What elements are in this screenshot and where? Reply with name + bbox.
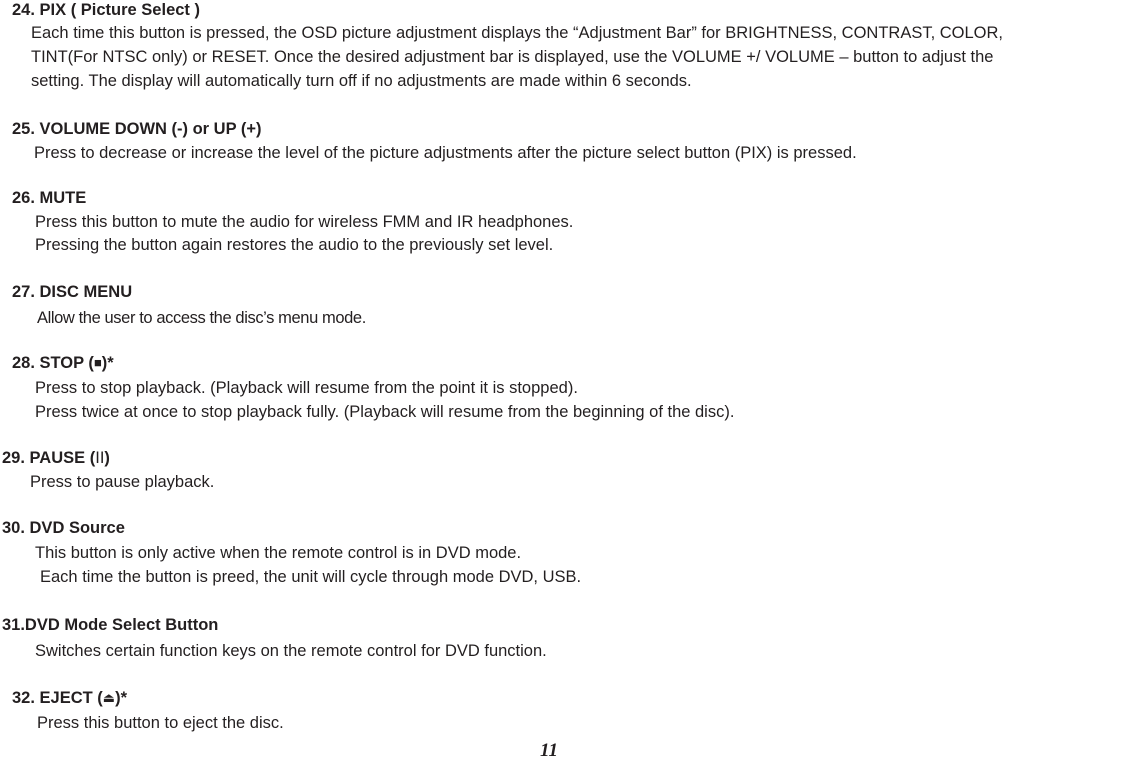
item-32-heading — [12, 688, 127, 708]
item-27-line-1: Allow the user to access the disc’s menu mode. — [37, 309, 366, 327]
item-24-line-2: TINT(For NTSC only) or RESET. Once the desired adjustment bar is displayed, use the VOLUME +/ VOLUME – button to adjust the — [31, 48, 994, 66]
pause-icon: II — [95, 449, 105, 467]
item-28-line-1: Press to stop playback. (Playback will resume from the point it is stopped). — [35, 379, 578, 397]
item-25-heading: 25. VOLUME DOWN (-) or UP (+) — [12, 120, 262, 138]
item-26-heading: 26. MUTE — [12, 189, 87, 207]
item-31-heading: 31.DVD Mode Select Button — [2, 616, 219, 634]
item-24-line-3: setting. The display will automatically turn off if no adjustments are made within 6 seconds. — [31, 72, 692, 90]
item-24-line-1: Each time this button is pressed, the OSD picture adjustment displays the “Adjustment Bar” for BRIGHTNESS, CONTRAST, COLOR, — [31, 24, 1004, 42]
item-28-heading-prefix: 28. STOP ( — [12, 354, 94, 372]
item-30-line-1: This button is only active when the remote control is in DVD mode. — [35, 544, 522, 562]
item-32-line-1: Press this button to eject the disc. — [37, 714, 284, 732]
item-32-heading-prefix: 32. EJECT ( — [12, 689, 103, 707]
item-30-line-2: Each time the button is preed, the unit will cycle through mode DVD, USB. — [40, 568, 582, 586]
item-26-line-1: Press this button to mute the audio for wireless FMM and IR headphones. — [35, 213, 574, 231]
eject-icon: ⏏ — [102, 690, 116, 705]
item-28-heading-suffix: )* — [101, 354, 114, 372]
item-28-line-2: Press twice at once to stop playback fully. (Playback will resume from the beginning of the disc). — [35, 403, 735, 421]
item-27-heading: 27. DISC MENU — [12, 283, 133, 301]
item-24-heading: 24. PIX ( Picture Select ) — [12, 1, 200, 19]
item-31-line-1: Switches certain function keys on the remote control for DVD function. — [35, 642, 547, 660]
item-29-heading-suffix: ) — [104, 449, 110, 467]
item-32-heading-suffix: )* — [115, 689, 128, 707]
item-29-heading-prefix: 29. PAUSE ( — [2, 449, 96, 467]
item-30-heading: 30. DVD Source — [2, 519, 125, 537]
item-26-line-2: Pressing the button again restores the audio to the previously set level. — [35, 236, 554, 254]
item-25-line-1: Press to decrease or increase the level of the picture adjustments after the picture select button (PIX) is pressed. — [34, 144, 857, 162]
item-29-line-1: Press to pause playback. — [30, 473, 215, 491]
page-number: 11 — [540, 740, 558, 761]
item-28-heading — [12, 353, 114, 373]
item-29-heading — [2, 448, 110, 468]
stop-icon: ■ — [93, 355, 102, 370]
